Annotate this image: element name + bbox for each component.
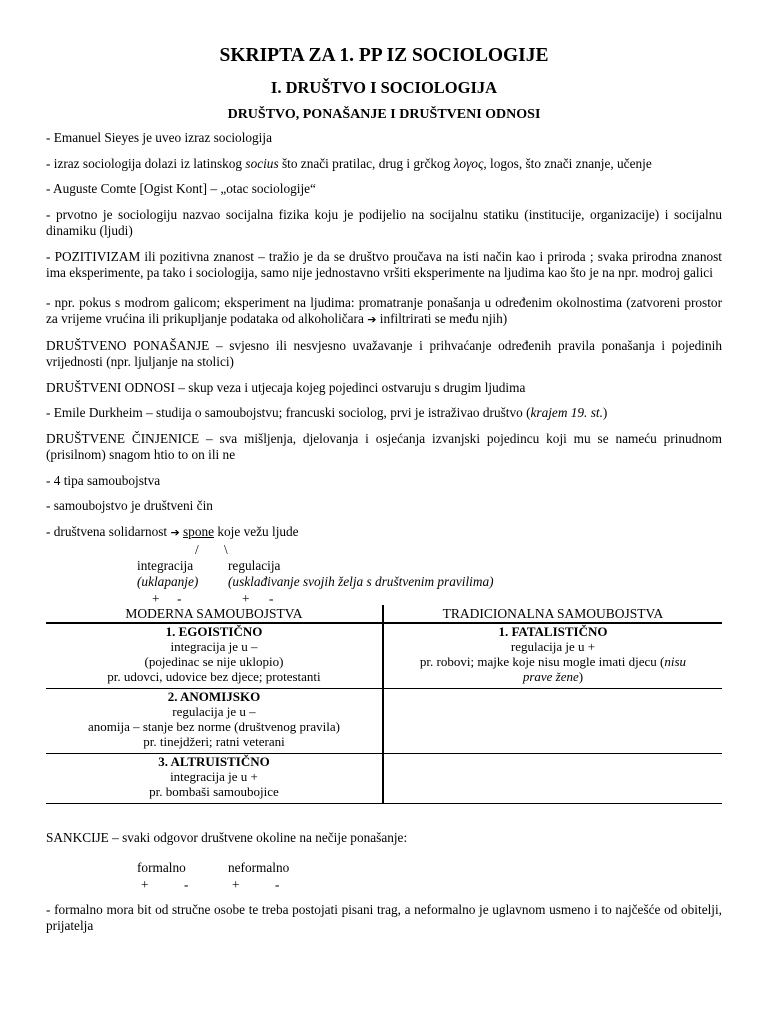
label-regulacija: regulacija <box>228 558 281 573</box>
table-header-row <box>46 605 722 623</box>
sankcije-diagram <box>46 856 722 902</box>
label-uklapanje: (uklapanje) <box>137 574 199 589</box>
text-run: što znači pratilac, drug i grčkog <box>278 155 454 171</box>
cell-line: integracija je u – <box>170 639 258 654</box>
italic-run: prave žene <box>522 669 579 684</box>
text-run: koje vežu ljude <box>214 523 299 539</box>
paragraph-socijalna-fizika: - prvotno je sociologiju nazvao socijalna fizika koju je podijelio na socijalnu statiku (institucije, organizacije) i socijalnu dinamiku (ljudi) <box>46 206 722 238</box>
paragraph-drustveni-cin: - samoubojstvo je društveni čin <box>46 498 213 513</box>
document-page <box>46 44 722 944</box>
cell-title: 3. ALTRUISTIČNO <box>158 754 270 769</box>
cell-fatalisticno <box>383 623 722 689</box>
label-uskladivanje: (usklađivanje svojih želja s društvenim pravilima) <box>228 574 494 589</box>
neformalno-plus: + <box>232 876 240 892</box>
cell-anomijsko <box>46 689 383 754</box>
cell-line: (pojedinac se nije uklopio) <box>144 654 284 669</box>
label-integracija: integracija <box>137 558 194 573</box>
column-header-tradicionalna: TRADICIONALNA SAMOUBOJSTVA <box>383 605 722 623</box>
paragraph-formalno: - formalno mora bit od stručne osobe te treba postojati pisani trag, a neformalno je uglavnom usmeno i to najčešće od obitelji, prijatelja <box>46 901 722 933</box>
label-formalno: formalno <box>137 859 186 875</box>
text-run: - izraz sociologija dolazi iz latinskog <box>46 155 246 171</box>
cell-line: pr. udovci, udovice bez djece; protestanti <box>107 669 321 684</box>
solidarity-branch-diagram <box>46 535 722 606</box>
integracija-plus: + <box>152 591 160 606</box>
cell-line <box>386 669 720 684</box>
cell-title: 1. EGOISTIČNO <box>165 624 263 639</box>
cell-line: regulacija je u – <box>172 704 256 719</box>
cell-egoisticno <box>46 623 383 689</box>
paragraph-durkheim <box>46 405 722 422</box>
section-heading: DRUŠTVO, PONAŠANJE I DRUŠTVENI ODNOSI <box>227 107 541 122</box>
arrow-right-icon: ➔ <box>170 525 180 539</box>
paragraph-drustveno-ponasanje: DRUŠTVENO PONAŠANJE – svjesno ili nesvjesno uvažavanje i prihvaćanje određenih pravila ponašanja i pojedinih vrijednosti (npr. ljuljanje na stolici) <box>46 337 722 369</box>
paragraph-sankcije: SANKCIJE – svaki odgovor društvene okoline na nečije ponašanje: <box>46 830 408 845</box>
paragraph-origin <box>46 156 722 173</box>
column-header-moderna: MODERNA SAMOUBOJSTVA <box>46 605 383 623</box>
suicide-types-table <box>46 605 722 804</box>
paragraph-pokus <box>46 295 722 329</box>
underlined-spone: spone <box>183 523 215 539</box>
cell-title: 2. ANOMIJSKO <box>167 689 261 704</box>
cell-title: 1. FATALISTIČNO <box>498 624 608 639</box>
text-run: ) <box>602 405 608 420</box>
regulacija-minus: - <box>269 591 274 606</box>
arrow-right-icon: ➔ <box>367 313 377 326</box>
label-neformalno: neformalno <box>228 859 290 875</box>
paragraph-pozitivizam: - POZITIVIZAM ili pozitivna znanost – tražio je da se društvo proučava na isti način kao i priroda ; svaka prirodna znanost ima eksperimente, pa tako i sociologija, samo nije jednostavno vršiti eksperimente na ljudima kao što je na npr. modroj galici <box>46 248 722 280</box>
formalno-minus: - <box>184 876 189 892</box>
italic-run: nisu <box>664 654 687 669</box>
cell-line: pr. tinejdžeri; ratni veterani <box>143 734 285 749</box>
cell-empty <box>383 689 722 754</box>
text-run: infiltrirati se među njih) <box>376 311 508 326</box>
cell-altruisticno <box>46 754 383 804</box>
cell-line: integracija je u + <box>170 769 258 784</box>
table-row <box>46 754 722 804</box>
paragraph-drustvene-cinjenice: DRUŠTVENE ČINJENICE – sva mišljenja, djelovanja i osjećanja izvanjski pojedincu koji mu se nameću prinudnom (prisilnom) snagom htio to on ili ne <box>46 430 722 462</box>
text-run: ) <box>578 669 584 684</box>
paragraph-comte: - Auguste Comte [Ogist Kont] – „otac sociologije“ <box>46 181 316 196</box>
cell-line <box>386 654 720 669</box>
paragraph-drustveni-odnosi: DRUŠTVENI ODNOSI – skup veza i utjecaja kojeg pojedinci ostvaruju s drugim ljudima <box>46 379 526 395</box>
text-run: - društvena solidarnost <box>46 523 171 539</box>
cell-line: regulacija je u + <box>510 639 596 654</box>
document-title: SKRIPTA ZA 1. PP IZ SOCIOLOGIJE <box>219 45 549 66</box>
italic-krajem: krajem 19. st. <box>530 405 603 420</box>
branch-backslash: \ <box>224 542 228 557</box>
greek-logos: λογος <box>453 155 484 171</box>
table-row <box>46 689 722 754</box>
text-run: , logos, što znači znanje, učenje <box>483 155 652 171</box>
neformalno-minus: - <box>275 876 280 892</box>
cell-line: anomija – stanje bez norme (društvenog pravila) <box>87 719 340 734</box>
integracija-minus: - <box>177 591 182 606</box>
regulacija-plus: + <box>242 591 250 606</box>
italic-socius: socius <box>245 155 279 171</box>
chapter-heading: I. DRUŠTVO I SOCIOLOGIJA <box>270 78 498 97</box>
paragraph-sieyes: - Emanuel Sieyes je uveo izraz sociologija <box>46 130 272 145</box>
text-run: pr. robovi; majke koje nisu mogle imati djecu ( <box>419 654 665 669</box>
cell-empty <box>383 754 722 804</box>
formalno-plus: + <box>141 876 149 892</box>
paragraph-4-tipa: - 4 tipa samoubojstva <box>46 472 161 488</box>
text-run: - Emile Durkheim – studija o samoubojstvu; francuski sociolog, prvi je istraživao društvo ( <box>46 405 531 420</box>
table-row <box>46 623 722 689</box>
cell-line: pr. bombaši samoubojice <box>149 784 279 799</box>
text-run: - npr. pokus s modrom galicom; eksperiment na ljudima: promatranje ponašanja u određenim okolnostima (zatvoreni prostor za vrijeme vrućina ili prikupljanje podataka od alkoholičara <box>46 294 722 326</box>
branch-slash: / <box>195 542 199 557</box>
